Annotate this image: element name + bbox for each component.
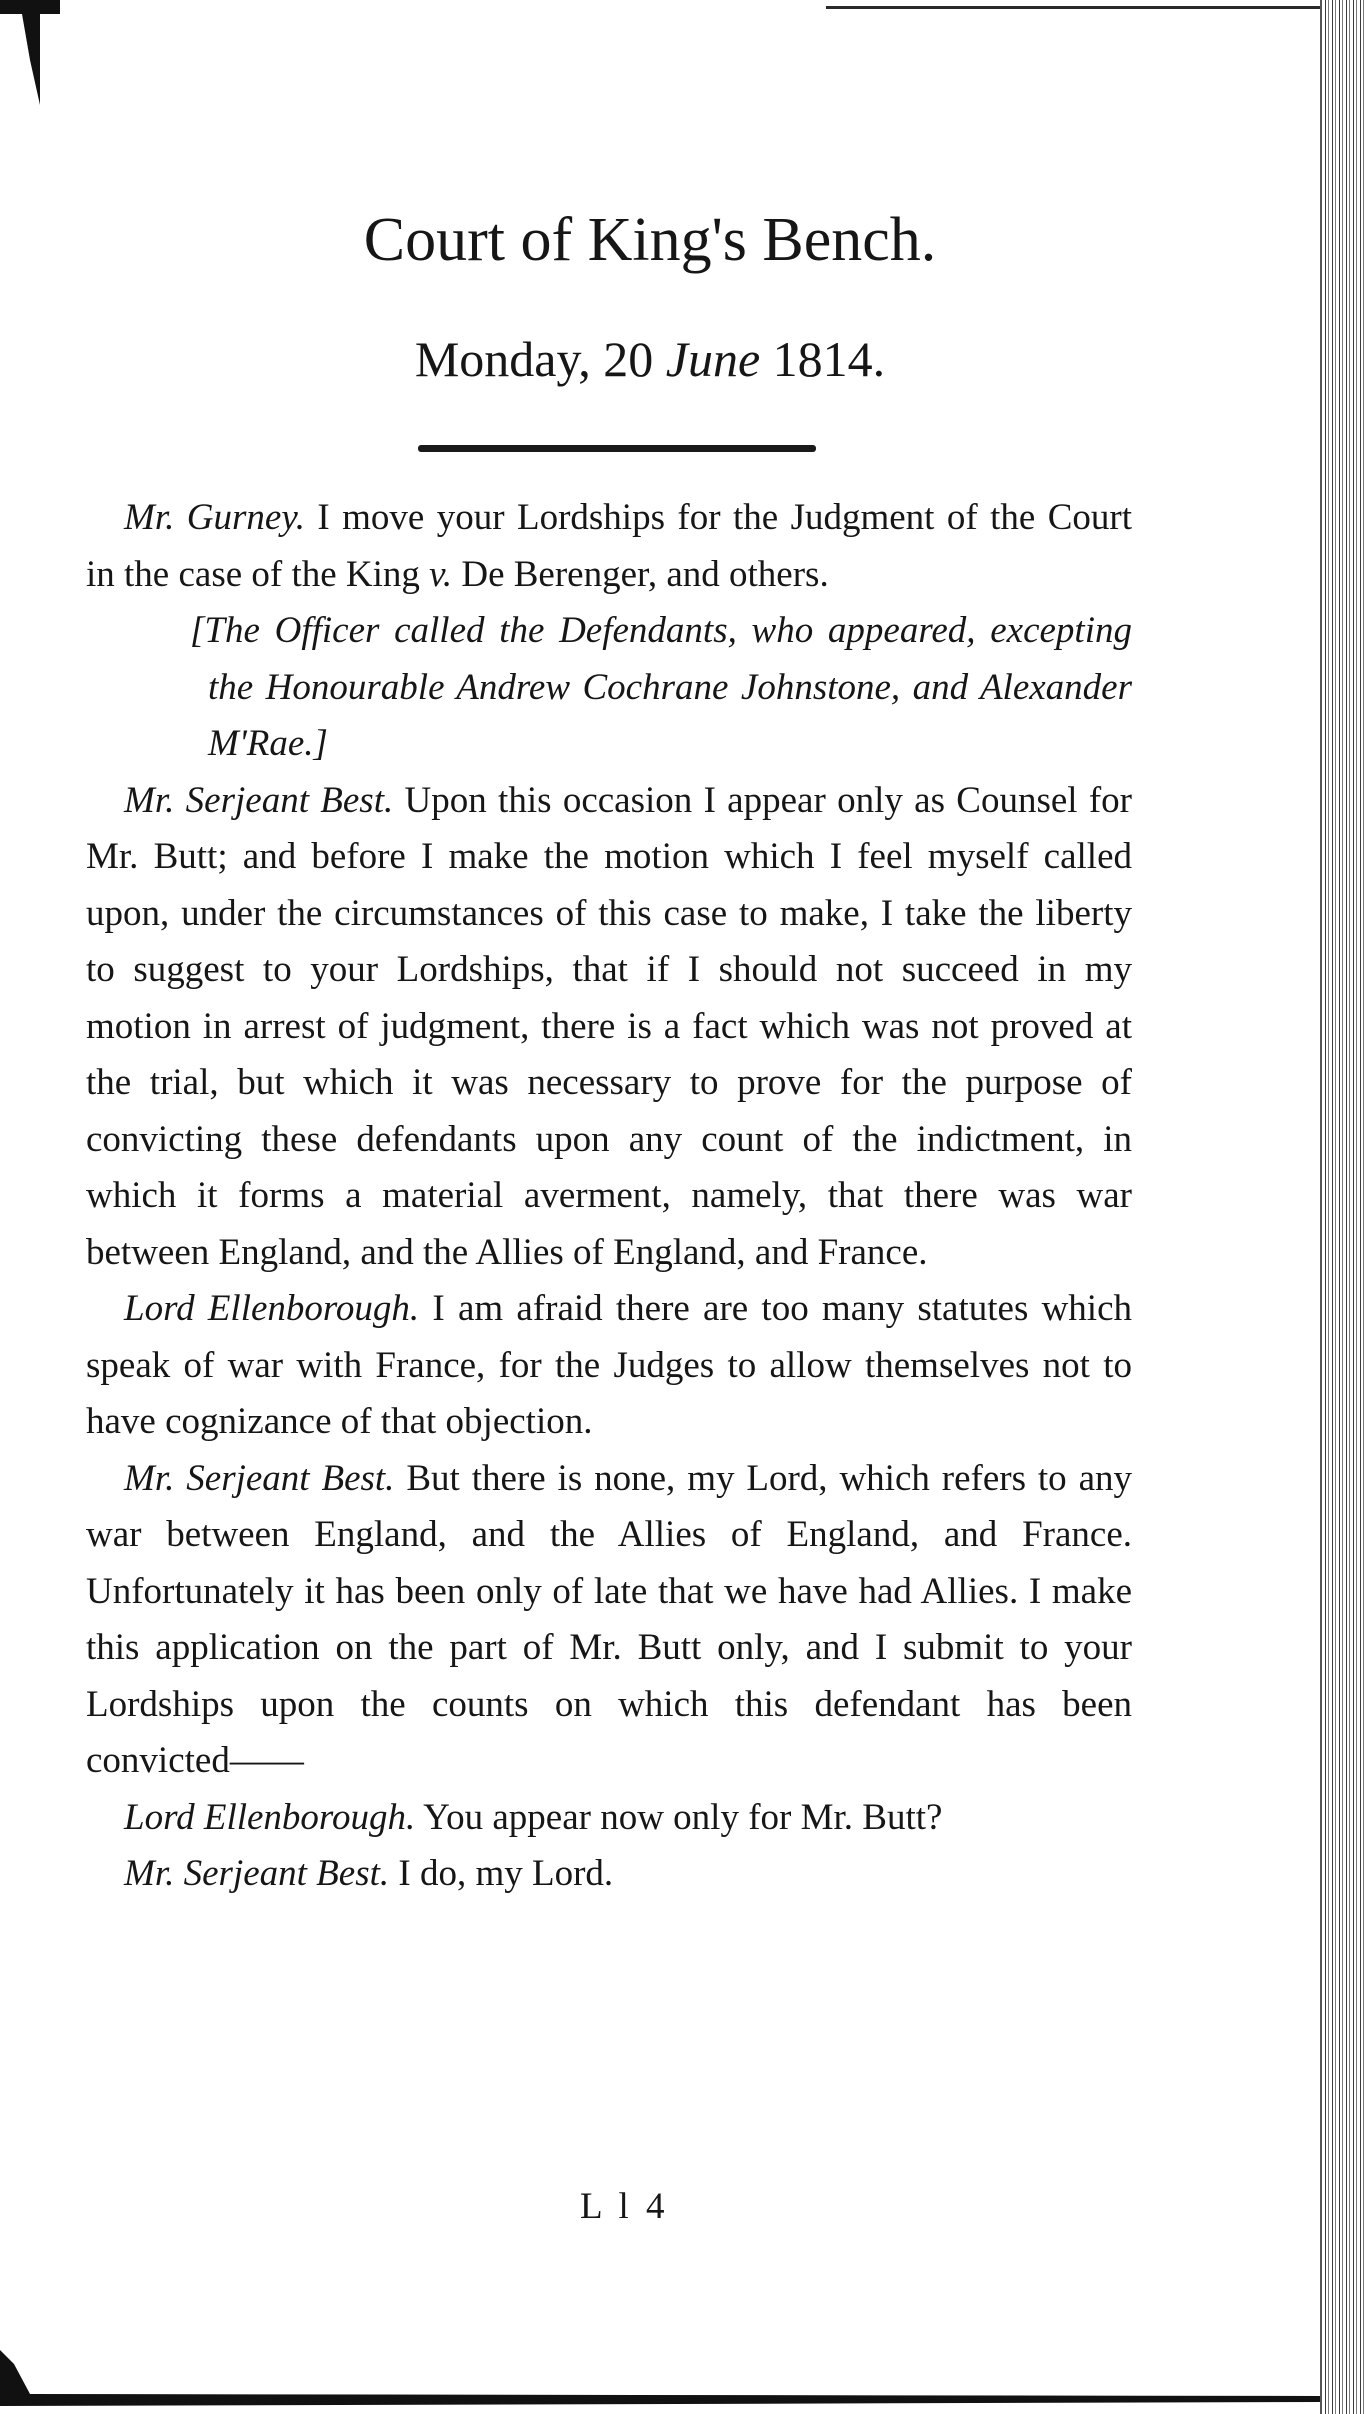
paragraph-text: Upon this occasion I appear only as Counsel for Mr. Butt; and before I make the motion which I feel myself called upon, under the circumstances of this case to make, I take the liberty to suggest to your Lordships, that if I should not succeed in my motion in arrest of judgment, there is a fact which was not proved at the trial, but which it was necessary to prove for the purpose of convicting these defendants upon any count of the indictment, in which it forms a material averment, namely, that there was war between England, and the Allies of England, and France. (86, 779, 1133, 1273)
speaker-name: Mr. Gurney. (124, 497, 305, 538)
paragraph (86, 1451, 1132, 1790)
page-date (0, 330, 1300, 388)
speaker-name: Mr. Serjeant Best. (124, 1457, 395, 1499)
corner-ornament-icon (0, 0, 60, 110)
date-month: June (665, 331, 761, 387)
versus-abbreviation: v. (429, 553, 453, 595)
paragraph-text: I move your Lordships for the Judgment of the Court in the case of the King (86, 497, 1133, 595)
paragraph-text: But there is none, my Lord, which refers to any war between England, and the Allies of England, and France. Unfortunately it has been only of late that we have had Allies. I make this application on the part of Mr. Butt only, and I submit to your Lordships upon the counts on which this defendant has been convicted—— (86, 1457, 1133, 1781)
paragraph (86, 1281, 1132, 1451)
paragraph-text: I do, my Lord. (389, 1853, 614, 1894)
paragraph (86, 1846, 1132, 1903)
stage-direction: [The Officer called the Defendants, who appeared, excepting the Honourable Andrew Cochrane Johnstone, and Alexander M'Rae.] (190, 610, 1132, 764)
paragraph-text: You appear now only for Mr. Butt? (415, 1796, 943, 1838)
paragraph-text: I am afraid there are too many statutes which speak of war with France, for the Judges to allow themselves not to have cognizance of that objection. (86, 1288, 1132, 1442)
body-text (86, 490, 1132, 1903)
bottom-ornament-icon (0, 2330, 1320, 2414)
signature-mark: L l 4 (580, 2186, 669, 2227)
date-weekday: Monday, (414, 331, 591, 387)
date-day: 20 (603, 331, 654, 387)
paragraph-text: De Berenger, and others. (452, 553, 829, 595)
speaker-name: Lord Ellenborough. (124, 1288, 420, 1329)
paragraph (86, 773, 1132, 1282)
title-divider (418, 445, 816, 452)
paragraph (86, 1790, 1132, 1847)
date-year: 1814. (772, 331, 886, 387)
speaker-name: Mr. Serjeant Best. (124, 1853, 390, 1894)
top-border-rule (826, 6, 1366, 9)
paragraph (86, 490, 1132, 603)
page-title: Court of King's Bench. (363, 206, 937, 274)
speaker-name: Mr. Serjeant Best. (124, 779, 394, 821)
page-edge-strip (1322, 0, 1366, 2414)
speaker-name: Lord Ellenborough. (124, 1796, 416, 1838)
